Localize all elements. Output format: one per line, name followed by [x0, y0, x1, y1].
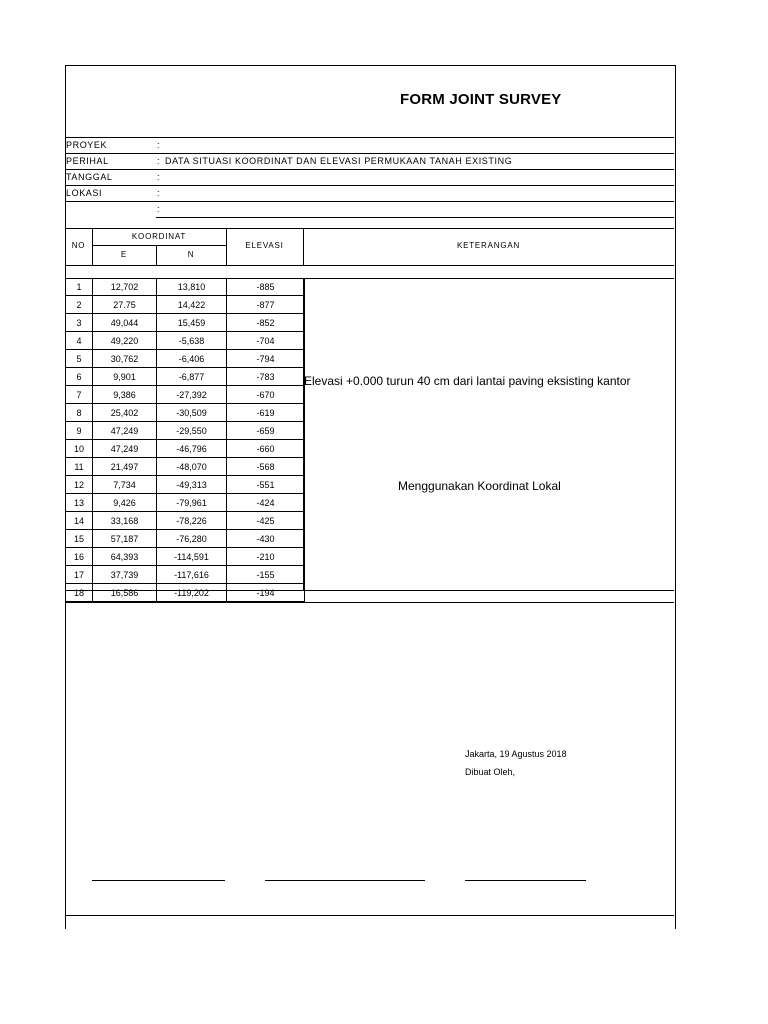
header-koordinat: KOORDINAT	[131, 232, 187, 241]
table-row	[66, 422, 305, 440]
table-row	[66, 494, 305, 512]
coord-e-cell: 49,044	[93, 314, 157, 332]
row-number: 9	[66, 422, 93, 440]
table-row	[66, 278, 305, 296]
header-e: E	[120, 250, 128, 259]
info-label: TANGGAL	[66, 172, 113, 182]
coord-e-cell: 57,187	[93, 530, 157, 548]
table-bottom-line	[65, 590, 674, 591]
elevasi-cell: -704	[227, 332, 305, 350]
row-number: 11	[66, 458, 93, 476]
footer-line	[65, 915, 674, 916]
elevasi-cell: -425	[227, 512, 305, 530]
table-row	[66, 404, 305, 422]
coord-n-cell: -49,313	[157, 476, 227, 494]
elevasi-cell: -659	[227, 422, 305, 440]
table-row	[66, 386, 305, 404]
info-row-extra	[65, 201, 674, 218]
info-colon: :	[157, 140, 161, 150]
coord-n-cell: 15,459	[157, 314, 227, 332]
elevasi-cell: -194	[227, 584, 305, 602]
elevasi-cell: -210	[227, 548, 305, 566]
coord-e-cell: 9,426	[93, 494, 157, 512]
table-row	[66, 584, 305, 602]
row-number: 2	[66, 296, 93, 314]
coord-e-cell: 47,249	[93, 440, 157, 458]
coord-e-cell: 33,168	[93, 512, 157, 530]
place-date: Jakarta, 19 Agustus 2018	[465, 749, 567, 759]
elevasi-cell: -852	[227, 314, 305, 332]
table-row	[66, 314, 305, 332]
coord-e-cell: 47,249	[93, 422, 157, 440]
header-no: NO	[71, 241, 86, 250]
row-number: 7	[66, 386, 93, 404]
survey-table	[65, 278, 305, 602]
info-underline	[156, 217, 674, 218]
elevasi-cell: -430	[227, 530, 305, 548]
coord-n-cell: -48,070	[157, 458, 227, 476]
keterangan-note-koordinat: Menggunakan Koordinat Lokal	[398, 479, 561, 493]
coord-n-cell: -78,226	[157, 512, 227, 530]
info-colon: :	[157, 156, 161, 166]
coord-n-cell: -27,392	[157, 386, 227, 404]
coord-e-cell: 49,220	[93, 332, 157, 350]
elevasi-cell: -885	[227, 278, 305, 296]
header-elevasi: ELEVASI	[245, 241, 284, 250]
coord-e-cell: 9,901	[93, 368, 157, 386]
table-row	[66, 566, 305, 584]
elevasi-cell: -424	[227, 494, 305, 512]
info-colon: :	[157, 188, 161, 198]
info-label: PROYEK	[66, 140, 108, 150]
row-number: 16	[66, 548, 93, 566]
coord-n-cell: -46,796	[157, 440, 227, 458]
row-number: 5	[66, 350, 93, 368]
info-row-proyek	[65, 137, 674, 154]
row-number: 17	[66, 566, 93, 584]
info-row-tanggal	[65, 169, 674, 186]
coord-n-cell: -30,509	[157, 404, 227, 422]
coord-n-cell: -79,961	[157, 494, 227, 512]
row-number: 14	[66, 512, 93, 530]
row-number: 10	[66, 440, 93, 458]
signature-line	[265, 880, 425, 881]
keterangan-divider	[303, 278, 304, 590]
row-number: 18	[66, 584, 93, 602]
info-label: PERIHAL	[66, 156, 109, 166]
elevasi-cell: -619	[227, 404, 305, 422]
elevasi-cell: -551	[227, 476, 305, 494]
coord-e-cell: 21,497	[93, 458, 157, 476]
header-keterangan: KETERANGAN	[456, 241, 521, 250]
row-number: 6	[66, 368, 93, 386]
row-number: 12	[66, 476, 93, 494]
coord-n-cell: -5,638	[157, 332, 227, 350]
header-n: N	[187, 250, 195, 259]
coord-e-cell: 16,586	[93, 584, 157, 602]
coord-e-cell: 30,762	[93, 350, 157, 368]
elevasi-cell: -155	[227, 566, 305, 584]
coord-e-cell: 12,702	[93, 278, 157, 296]
coord-n-cell: -29,550	[157, 422, 227, 440]
elevasi-cell: -660	[227, 440, 305, 458]
row-number: 15	[66, 530, 93, 548]
info-colon: :	[157, 172, 161, 182]
row-number: 13	[66, 494, 93, 512]
coord-n-cell: -119,202	[157, 584, 227, 602]
coord-e-cell: 7,734	[93, 476, 157, 494]
keterangan-note-elevasi: Elevasi +0.000 turun 40 cm dari lantai paving eksisting kantor	[304, 374, 631, 388]
made-by-label: Dibuat Oleh,	[465, 767, 516, 777]
info-value: DATA SITUASI KOORDINAT DAN ELEVASI PERMUKAAN TANAH EXISTING	[165, 156, 513, 166]
row-number: 4	[66, 332, 93, 350]
coord-e-cell: 27.75	[93, 296, 157, 314]
signature-line	[465, 880, 586, 881]
table-row	[66, 548, 305, 566]
table-row	[66, 332, 305, 350]
elevasi-cell: -670	[227, 386, 305, 404]
coord-n-cell: 14,422	[157, 296, 227, 314]
coord-n-cell: 13,810	[157, 278, 227, 296]
section-line	[65, 602, 674, 603]
table-row	[66, 530, 305, 548]
table-row	[66, 512, 305, 530]
table-row	[66, 458, 305, 476]
table-row	[66, 350, 305, 368]
table-row	[66, 440, 305, 458]
coord-n-cell: -6,877	[157, 368, 227, 386]
table-top-line	[65, 228, 674, 229]
coord-e-cell: 25,402	[93, 404, 157, 422]
info-row-lokasi	[65, 185, 674, 202]
coord-n-cell: -76,280	[157, 530, 227, 548]
elevasi-cell: -794	[227, 350, 305, 368]
coord-n-cell: -117,616	[157, 566, 227, 584]
row-number: 8	[66, 404, 93, 422]
coord-e-cell: 37,739	[93, 566, 157, 584]
header-bottom-line	[65, 265, 674, 266]
coord-e-cell: 64,393	[93, 548, 157, 566]
coord-n-cell: -6,406	[157, 350, 227, 368]
form-title: FORM JOINT SURVEY	[400, 91, 562, 108]
signature-line	[92, 880, 225, 881]
coord-n-cell: -114,591	[157, 548, 227, 566]
info-colon: :	[157, 204, 161, 214]
elevasi-cell: -568	[227, 458, 305, 476]
table-row	[66, 476, 305, 494]
elevasi-cell: -877	[227, 296, 305, 314]
table-row	[66, 296, 305, 314]
row-number: 1	[66, 278, 93, 296]
table-row	[66, 368, 305, 386]
row-number: 3	[66, 314, 93, 332]
koordinat-divider	[92, 245, 226, 246]
coord-e-cell: 9,386	[93, 386, 157, 404]
info-row-perihal	[65, 153, 674, 170]
info-label: LOKASI	[66, 188, 103, 198]
elevasi-cell: -783	[227, 368, 305, 386]
